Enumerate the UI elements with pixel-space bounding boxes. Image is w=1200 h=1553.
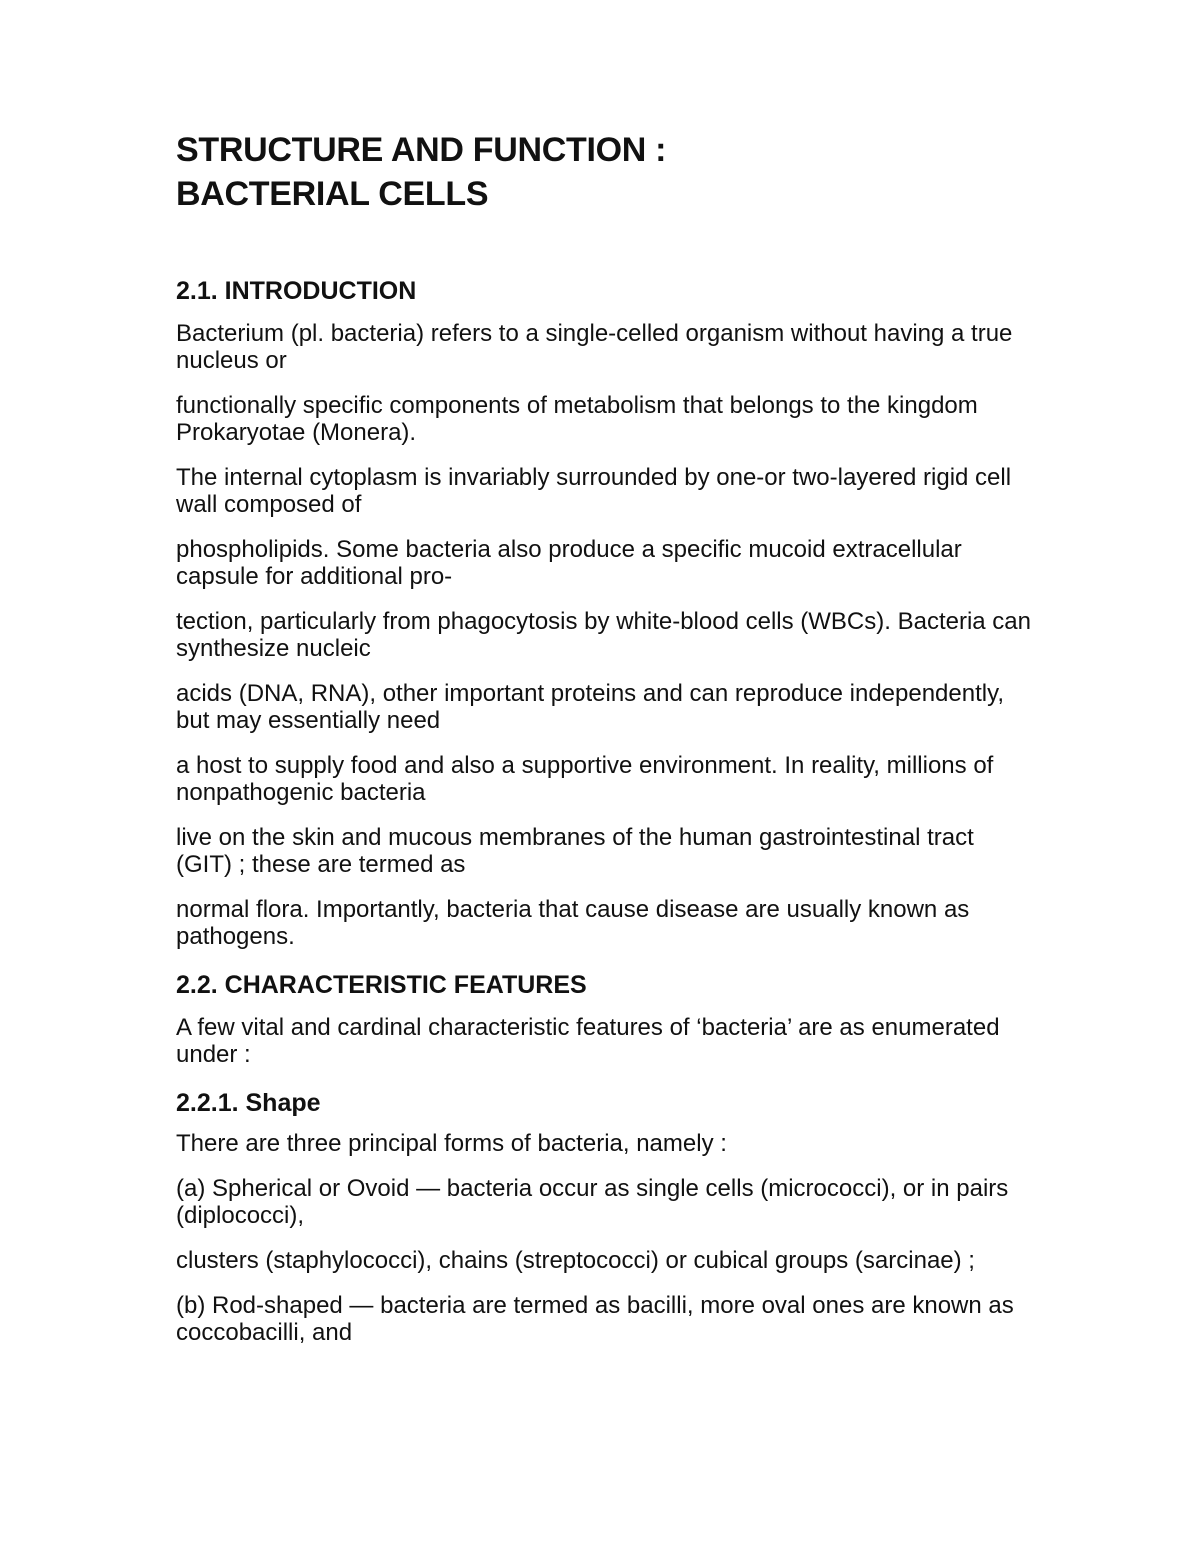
title-line-2: BACTERIAL CELLS <box>176 175 489 213</box>
paragraph: normal flora. Importantly, bacteria that cause disease are usually known as pathogens. <box>176 896 970 950</box>
document-page <box>176 128 1036 1364</box>
paragraph: live on the skin and mucous membranes of the human gastrointestinal tract (GIT) ; these are termed as <box>176 824 974 878</box>
title-line-1: STRUCTURE AND FUNCTION : <box>176 131 667 169</box>
paragraph: acids (DNA, RNA), other important proteins and can reproduce independently, but may essentially need <box>176 680 1004 734</box>
section-shape <box>176 1088 1036 1346</box>
paragraph: The internal cytoplasm is invariably surrounded by one-or two-layered rigid cell wall composed of <box>176 464 1012 518</box>
subsection-heading: 2.2.1. Shape <box>176 1089 321 1117</box>
section-heading: 2.1. INTRODUCTION <box>176 277 417 305</box>
paragraph: A few vital and cardinal characteristic features of ‘bacteria’ are as enumerated under : <box>176 1014 1000 1068</box>
paragraph: (b) Rod-shaped — bacteria are termed as bacilli, more oval ones are known as coccobacilli, and <box>176 1292 1014 1346</box>
paragraph: clusters (staphylococci), chains (streptococci) or cubical groups (sarcinae) ; <box>176 1247 975 1274</box>
document-title <box>176 128 1036 216</box>
paragraph: phospholipids. Some bacteria also produce a specific mucoid extracellular capsule for additional pro- <box>176 536 962 590</box>
paragraph: There are three principal forms of bacteria, namely : <box>176 1130 727 1157</box>
paragraph: a host to supply food and also a supportive environment. In reality, millions of nonpathogenic bacteria <box>176 752 994 806</box>
section-introduction <box>176 276 1036 950</box>
paragraph: Bacterium (pl. bacteria) refers to a single-celled organism without having a true nucleus or <box>176 320 1013 374</box>
section-heading: 2.2. CHARACTERISTIC FEATURES <box>176 971 587 999</box>
paragraph: (a) Spherical or Ovoid — bacteria occur as single cells (micrococci), or in pairs (diplococci), <box>176 1175 1009 1229</box>
paragraph: tection, particularly from phagocytosis by white-blood cells (WBCs). Bacteria can synthesize nucleic <box>176 608 1031 662</box>
section-characteristic-features <box>176 970 1036 1068</box>
paragraph: functionally specific components of metabolism that belongs to the kingdom Prokaryotae (Monera). <box>176 392 978 446</box>
